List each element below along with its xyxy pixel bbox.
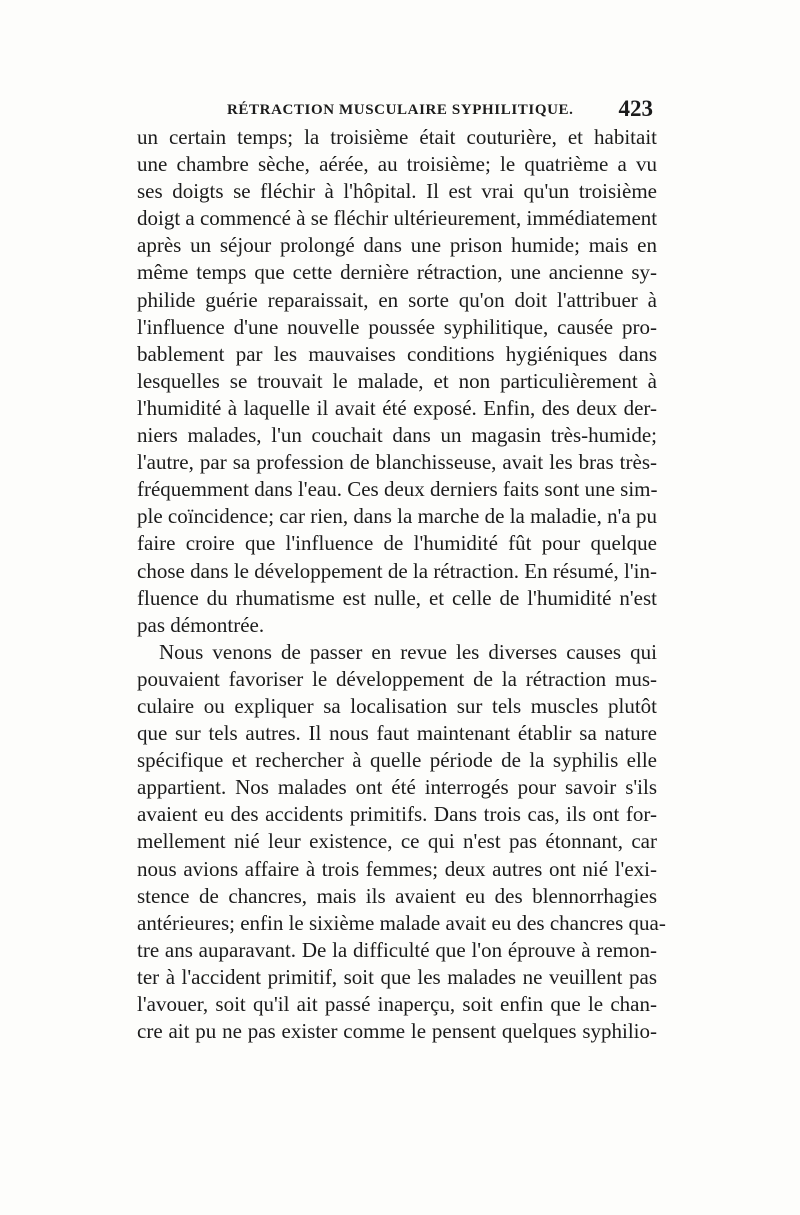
text-line: tre ans auparavant. De la difficulté que l'on éprouve à remon- — [137, 937, 657, 962]
running-head — [137, 96, 657, 124]
text-line: ter à l'accident primitif, soit que les malades ne veuillent pas — [137, 964, 657, 989]
text-line: spécifique et rechercher à quelle période de la syphilis elle — [137, 748, 657, 773]
text-line: Nous venons de passer en revue les diverses causes qui — [159, 639, 657, 664]
text-line: mellement nié leur existence, ce qui n'est pas étonnant, car — [137, 829, 657, 854]
text-line: stence de chancres, mais ils avaient eu des blennorrhagies — [137, 883, 657, 908]
page-number: 423 — [618, 96, 653, 121]
text-line: doigt a commencé à se fléchir ultérieurement, immédiatement — [137, 206, 658, 231]
paragraph-1 — [137, 124, 657, 639]
text-line: chose dans le développement de la rétraction. En résumé, l'in- — [137, 558, 657, 583]
text-line: que sur tels autres. Il nous faut maintenant établir sa nature — [137, 721, 657, 746]
text-line: fluence du rhumatisme est nulle, et celle de l'humidité n'est — [137, 585, 657, 610]
text-line: faire croire que l'influence de l'humidité fût pour quelque — [137, 531, 657, 556]
paragraph-2 — [137, 639, 666, 1045]
text-line: niers malades, l'un couchait dans un magasin très-humide; — [137, 423, 657, 448]
text-line: une chambre sèche, aérée, au troisième; le quatrième a vu — [137, 152, 657, 177]
text-line: l'avouer, soit qu'il ait passé inaperçu, soit enfin que le chan- — [137, 992, 657, 1016]
text-line: pouvaient favoriser le développement de la rétraction mus- — [137, 666, 657, 691]
text-line: appartient. Nos malades ont été interrogés pour savoir s'ils — [137, 775, 657, 800]
running-title: RÉTRACTION MUSCULAIRE SYPHILITIQUE. — [227, 102, 574, 118]
text-line: antérieures; enfin le sixième malade avait eu des chancres qua- — [137, 910, 666, 935]
text-line: lesquelles se trouvait le malade, et non particulièrement à — [137, 368, 657, 393]
text-line: nous avions affaire à trois femmes; deux autres ont nié l'exi- — [137, 856, 657, 881]
text-line: philide guérie reparaissait, en sorte qu'on doit l'attribuer à — [137, 287, 657, 312]
text-line: fréquemment dans l'eau. Ces deux derniers faits sont une sim- — [137, 477, 658, 502]
text-line: ses doigts se fléchir à l'hôpital. Il est vrai qu'un troisième — [137, 179, 657, 204]
text-line: même temps que cette dernière rétraction, une ancienne sy- — [137, 260, 657, 285]
text-line: avaient eu des accidents primitifs. Dans trois cas, ils ont for- — [137, 802, 657, 827]
text-line: culaire ou expliquer sa localisation sur tels muscles plutôt — [137, 693, 657, 718]
text-line: bablement par les mauvaises conditions hygiéniques dans — [137, 341, 657, 366]
text-line: ple coïncidence; car rien, dans la marche de la maladie, n'a pu — [137, 504, 657, 529]
text-line: pas démontrée. — [137, 612, 265, 637]
body-text — [137, 124, 666, 1045]
text-line: cre ait pu ne pas exister comme le pensent quelques syphilio- — [137, 1019, 657, 1044]
text-line: l'autre, par sa profession de blanchisseuse, avait les bras très- — [137, 450, 657, 475]
text-line: après un séjour prolongé dans une prison humide; mais en — [137, 233, 657, 258]
text-line: un certain temps; la troisième était couturière, et habitait — [137, 125, 657, 149]
text-line: l'influence d'une nouvelle poussée syphilitique, causée pro- — [137, 314, 657, 339]
text-line: l'humidité à laquelle il avait été exposé. Enfin, des deux der- — [137, 395, 657, 420]
